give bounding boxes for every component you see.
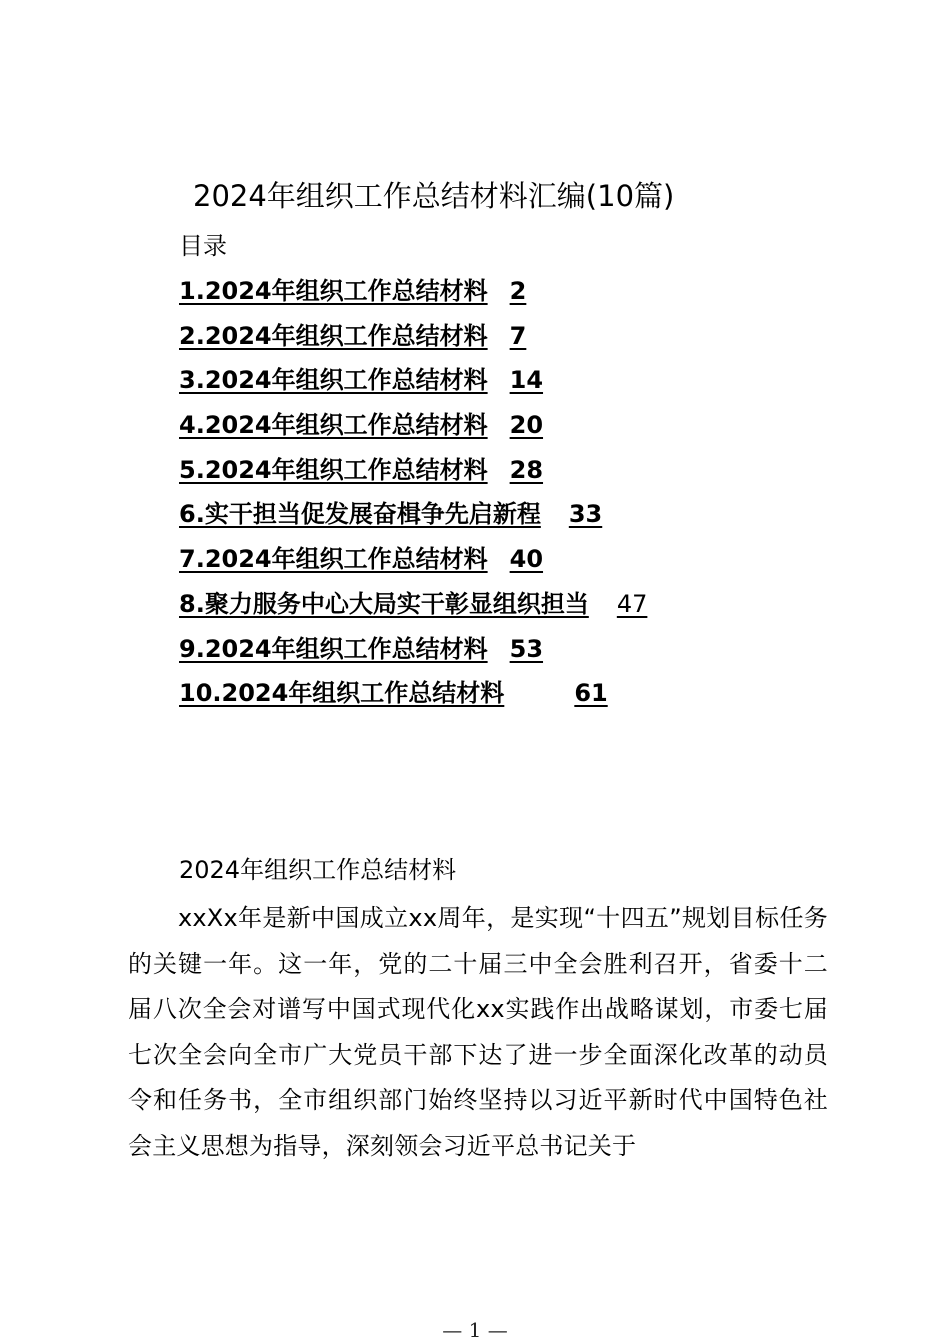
toc-entry-page: 61 bbox=[574, 679, 608, 708]
toc-entry-7[interactable] bbox=[179, 540, 647, 585]
toc-entry-page: 7 bbox=[509, 321, 527, 350]
toc-link[interactable] bbox=[179, 590, 647, 618]
toc-entry-label: 10.2024年组织工作总结材料 bbox=[179, 679, 505, 708]
toc-entry-label: 9.2024年组织工作总结材料 bbox=[179, 634, 488, 663]
toc-entry-label: 2.2024年组织工作总结材料 bbox=[179, 321, 488, 350]
toc-entry-page: 2 bbox=[509, 277, 527, 305]
toc-entry-1[interactable] bbox=[179, 272, 647, 317]
toc-entry-label: 1.2024年组织工作总结材料 bbox=[179, 277, 488, 305]
toc-link[interactable] bbox=[179, 679, 608, 707]
toc-entry-label: 4.2024年组织工作总结材料 bbox=[179, 411, 488, 440]
toc-entry-page: 40 bbox=[509, 545, 544, 574]
toc-link[interactable] bbox=[179, 366, 543, 394]
toc-entry-label: 8.聚力服务中心大局实干彰显组织担当 bbox=[179, 589, 589, 618]
toc-entry-9[interactable] bbox=[179, 630, 647, 675]
toc-entry-page: 47 bbox=[616, 589, 648, 618]
toc-link[interactable] bbox=[179, 635, 543, 663]
toc-entry-page: 20 bbox=[509, 411, 544, 440]
toc-entry-page: 33 bbox=[568, 500, 603, 529]
section-title: 2024年组织工作总结材料 bbox=[179, 856, 457, 884]
toc-heading: 目录 bbox=[179, 232, 227, 260]
body-paragraph: xxXx年是新中国成立xx周年，是实现“十四五”规划目标任务的关键一年。这一年，党的二十届三中全会胜利召开，省委十二届八次全会对谱写中国式现代化xx实践作出战略谋划，市委七届七次全会向全市广大党员干部下达了进一步全面深化改革的动员令和任务书，全市组织部门始终坚持以习近平新时代中国特色社会主义思想为指导，深刻领会习近平总书记关于 bbox=[128, 904, 828, 1160]
toc-link[interactable] bbox=[179, 456, 543, 484]
toc-link[interactable] bbox=[179, 277, 526, 305]
toc-entry-label: 3.2024年组织工作总结材料 bbox=[179, 366, 488, 395]
toc-entry-5[interactable] bbox=[179, 451, 647, 496]
toc-entry-label: 6.实干担当促发展奋楫争先启新程 bbox=[179, 500, 541, 529]
toc-entry-page: 28 bbox=[509, 455, 544, 484]
toc-link[interactable] bbox=[179, 322, 526, 350]
table-of-contents bbox=[179, 272, 647, 719]
document-title: 2024年组织工作总结材料汇编(10篇) bbox=[193, 179, 675, 213]
toc-entry-3[interactable] bbox=[179, 361, 647, 406]
toc-entry-page: 14 bbox=[509, 366, 544, 395]
toc-link[interactable] bbox=[179, 500, 602, 528]
toc-entry-8[interactable] bbox=[179, 585, 647, 630]
toc-entry-6[interactable] bbox=[179, 495, 647, 540]
toc-link[interactable] bbox=[179, 545, 543, 573]
toc-entry-page: 53 bbox=[509, 634, 544, 663]
toc-entry-4[interactable] bbox=[179, 406, 647, 451]
page-number: — 1 — bbox=[442, 1318, 508, 1342]
toc-entry-10[interactable] bbox=[179, 674, 647, 719]
toc-link[interactable] bbox=[179, 411, 543, 439]
toc-entry-2[interactable] bbox=[179, 317, 647, 362]
toc-entry-label: 7.2024年组织工作总结材料 bbox=[179, 545, 488, 574]
toc-entry-label: 5.2024年组织工作总结材料 bbox=[179, 455, 488, 484]
